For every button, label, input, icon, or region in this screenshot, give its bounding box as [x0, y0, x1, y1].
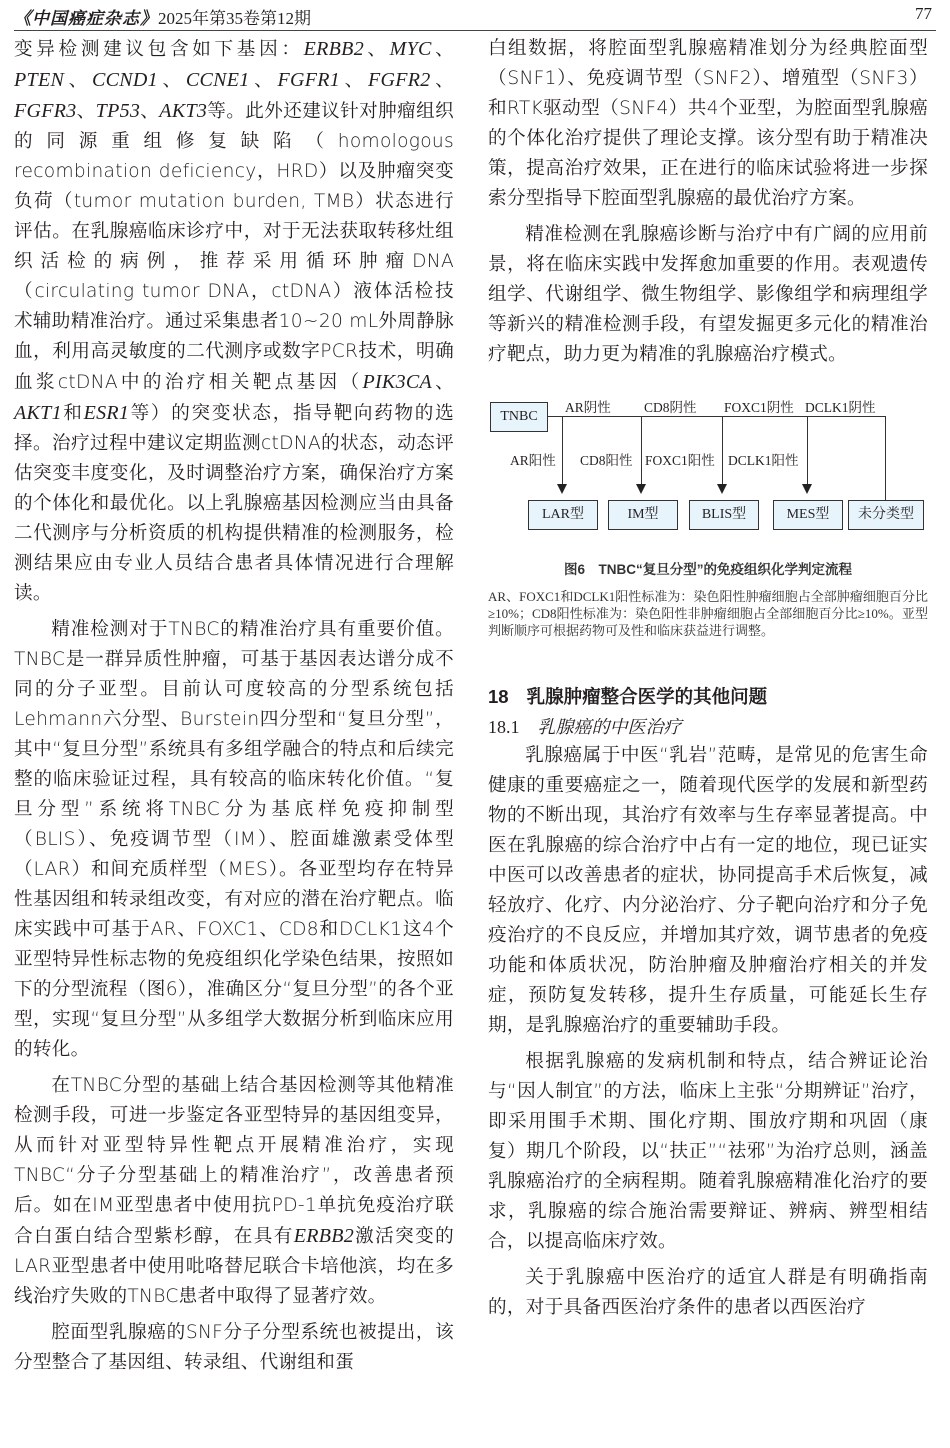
flow-box-root: TNBC: [490, 402, 548, 432]
running-header: [14, 0, 936, 31]
flow-box-lar: LAR型: [528, 500, 598, 530]
flow-branch-line: [722, 416, 723, 486]
figure-6-flowchart: [488, 394, 928, 544]
flow-label-positive: AR阳性: [510, 453, 556, 468]
arrow-down-icon: [802, 484, 812, 494]
flow-branch-line: [885, 416, 886, 500]
flow-box-mes: MES型: [773, 500, 843, 530]
section-number: 18: [488, 686, 509, 707]
flow-branch-line: [562, 416, 563, 486]
paragraph: 乳腺癌属于中医“乳岩”范畴，是常见的危害生命健康的重要癌症之一，随着现代医学的发展和新型药物的不断出现，其治疗有效率与生存率显著提高。中医在乳腺癌的综合治疗中占有一定的地位，现已证实中医可以改善患者的症状，协同提高手术后恢复，减轻放疗、化疗、内分泌治疗、分子靶向治疗和分子免疫治疗的不良反应，并增加其疗效，调节患者的免疫功能和体质状况，防治肿瘤及肿瘤治疗相关的并发症，预防复发转移，提升生存质量，可能延长生存期，是乳腺癌治疗的重要辅助手段。: [488, 745, 928, 1036]
flow-label-positive: FOXC1阳性: [645, 453, 715, 468]
flow-label-positive: CD8阳性: [580, 453, 633, 468]
figure-caption: 图6 TNBC“复旦分型”的免疫组织化学判定流程: [563, 562, 852, 577]
section-title: 乳腺肿瘤整合医学的其他问题: [526, 686, 768, 707]
page-number: 77: [915, 4, 932, 23]
paragraph: 精准检测在乳腺癌诊断与治疗中有广阔的应用前景，将在临床实践中发挥愈加重要的作用。表观遗传组学、代谢组学、微生物组学、影像组学和病理组学等新兴的精准检测手段，有望发掘更多元化的精准治疗靶点，助力更为精准的乳腺癌治疗模式。: [488, 224, 928, 365]
flow-label-negative: FOXC1阴性: [724, 400, 794, 415]
flow-label-negative: CD8阴性: [644, 400, 697, 415]
subsection-number: 18.1: [488, 717, 520, 737]
paragraph: 在TNBC分型的基础上结合基因检测等其他精准检测手段，可进一步鉴定各亚型特异的基因组变异，从而针对亚型特异性靶点开展精准治疗，实现TNBC“分子分型基础上的精准治疗”，改善患者预后。如在IM亚型患者中使用抗PD-1单抗免疫治疗联合白蛋白结合型紫杉醇，在具有ERBB2激活突变的LAR亚型患者中使用吡咯替尼联合卡培他滨，均在多线治疗失败的TNBC患者中取得了显著疗效。: [14, 1075, 454, 1307]
figure-note: AR、FOXC1和DCLK1阳性标准为：染色阳性肿瘤细胞占全部肿瘤细胞百分比≥10%；CD8阳性标准为：染色阳性非肿瘤细胞占全部细胞百分比≥10%。亚型判断顺序可根据药物可及性和临床获益进行调整。: [488, 589, 928, 638]
flow-main-line: [548, 416, 886, 417]
flow-box-unclassified: 未分类型: [848, 500, 924, 530]
paragraph: 白组数据，将腔面型乳腺癌精准划分为经典腔面型（SNF1）、免疫调节型（SNF2）、增殖型（SNF3）和RTK驱动型（SNF4）共4个亚型，为腔面型乳腺癌的个体化治疗提供了理论支撑。该分型有助于精准决策，提高治疗效果，正在进行的临床试验将进一步探索分型指导下腔面型乳腺癌的最优治疗方案。: [488, 38, 928, 209]
flow-branch-line: [641, 416, 642, 486]
flow-branch-line: [807, 416, 808, 486]
journal-name: 《中国癌症杂志》: [14, 9, 158, 28]
section-heading: [488, 683, 928, 711]
paragraph: 关于乳腺癌中医治疗的适宜人群是有明确指南的，对于具备西医治疗条件的患者以西医治疗: [488, 1267, 928, 1318]
flow-label-positive: DCLK1阳性: [728, 453, 799, 468]
flow-label-negative: DCLK1阴性: [805, 400, 876, 415]
left-column: [14, 34, 454, 1378]
paragraph: 精准检测对于TNBC的精准治疗具有重要价值。TNBC是一群异质性肿瘤，可基于基因表达谱分成不同的分子亚型。目前认可度较高的分型系统包括Lehmann六分型、Burstein四分型和“复旦分型”，其中“复旦分型”系统具有多组学融合的特点和后续完整的临床验证过程，具有较高的临床转化价值。“复旦分型”系统将TNBC分为基底样免疫抑制型（BLIS）、免疫调节型（IM）、腔面雄激素受体型（LAR）和间充质样型（MES）。各亚型均存在特异性基因组和转录组改变，有对应的潜在治疗靶点。临床实践中可基于AR、FOXC1、CD8和DCLK1这4个亚型特异性标志物的免疫组织化学染色结果，按照如下的分型流程（图6），准确区分“复旦分型”的各个亚型，实现“复旦分型”从多组学大数据分析到临床应用的转化。: [14, 619, 454, 1060]
journal-issue: 2025年第35卷第12期: [158, 9, 311, 28]
arrow-down-icon: [636, 484, 646, 494]
subsection-heading: [488, 713, 928, 741]
arrow-down-icon: [717, 484, 727, 494]
flow-box-blis: BLIS型: [689, 500, 759, 530]
arrow-down-icon: [557, 484, 567, 494]
paragraph: 根据乳腺癌的发病机制和特点，结合辨证论治与“因人制宜”的方法，临床上主张“分期辨证”治疗，即采用围手术期、围化疗期、围放疗期和巩固（康复）期几个阶段，以“扶正”“祛邪”为治疗总则，涵盖乳腺癌治疗的全病程期。随着乳腺癌精准化治疗的要求，乳腺癌的综合施治需要辩证、辨病、辨型相结合，以提高临床疗效。: [488, 1051, 928, 1252]
paragraph: 变异检测建议包含如下基因：ERBB2、MYC、PTEN、CCND1、CCNE1、FGFR1、FGFR2、FGFR3、TP53、AKT3等。此外还建议针对肿瘤组织的同源重组修复缺陷（homologous recombination deficiency，HRD）以及肿瘤突变负荷（tumor mutation burden, TMB）状态进行评估。在乳腺癌临床诊疗中，对于无法获取转移灶组织活检的病例，推荐采用循环肿瘤DNA（circulating tumor DNA，ctDNA）液体活检技术辅助精准治疗。通过采集患者10~20 mL外周静脉血，利用高灵敏度的二代测序或数字PCR技术，明确血浆ctDNA中的治疗相关靶点基因（PIK3CA、AKT1和ESR1等）的突变状态，指导靶向药物的选择。治疗过程中建议定期监测ctDNA的状态，动态评估突变丰度变化，及时调整治疗方案，确保治疗方案的个体化和最优化。以上乳腺癌基因检测应当由具备二代测序与分析资质的机构提供精准的检测服务，检测结果应由专业人员结合患者具体情况进行合理解读。: [14, 38, 454, 604]
paragraph: 腔面型乳腺癌的SNF分子分型系统也被提出，该分型整合了基因组、转录组、代谢组和蛋: [14, 1322, 454, 1373]
subsection-title: 乳腺癌的中医治疗: [537, 717, 682, 737]
right-column: [488, 34, 928, 1323]
flow-box-im: IM型: [608, 500, 678, 530]
flow-label-negative: AR阴性: [565, 400, 611, 415]
journal-citation: [14, 4, 311, 29]
